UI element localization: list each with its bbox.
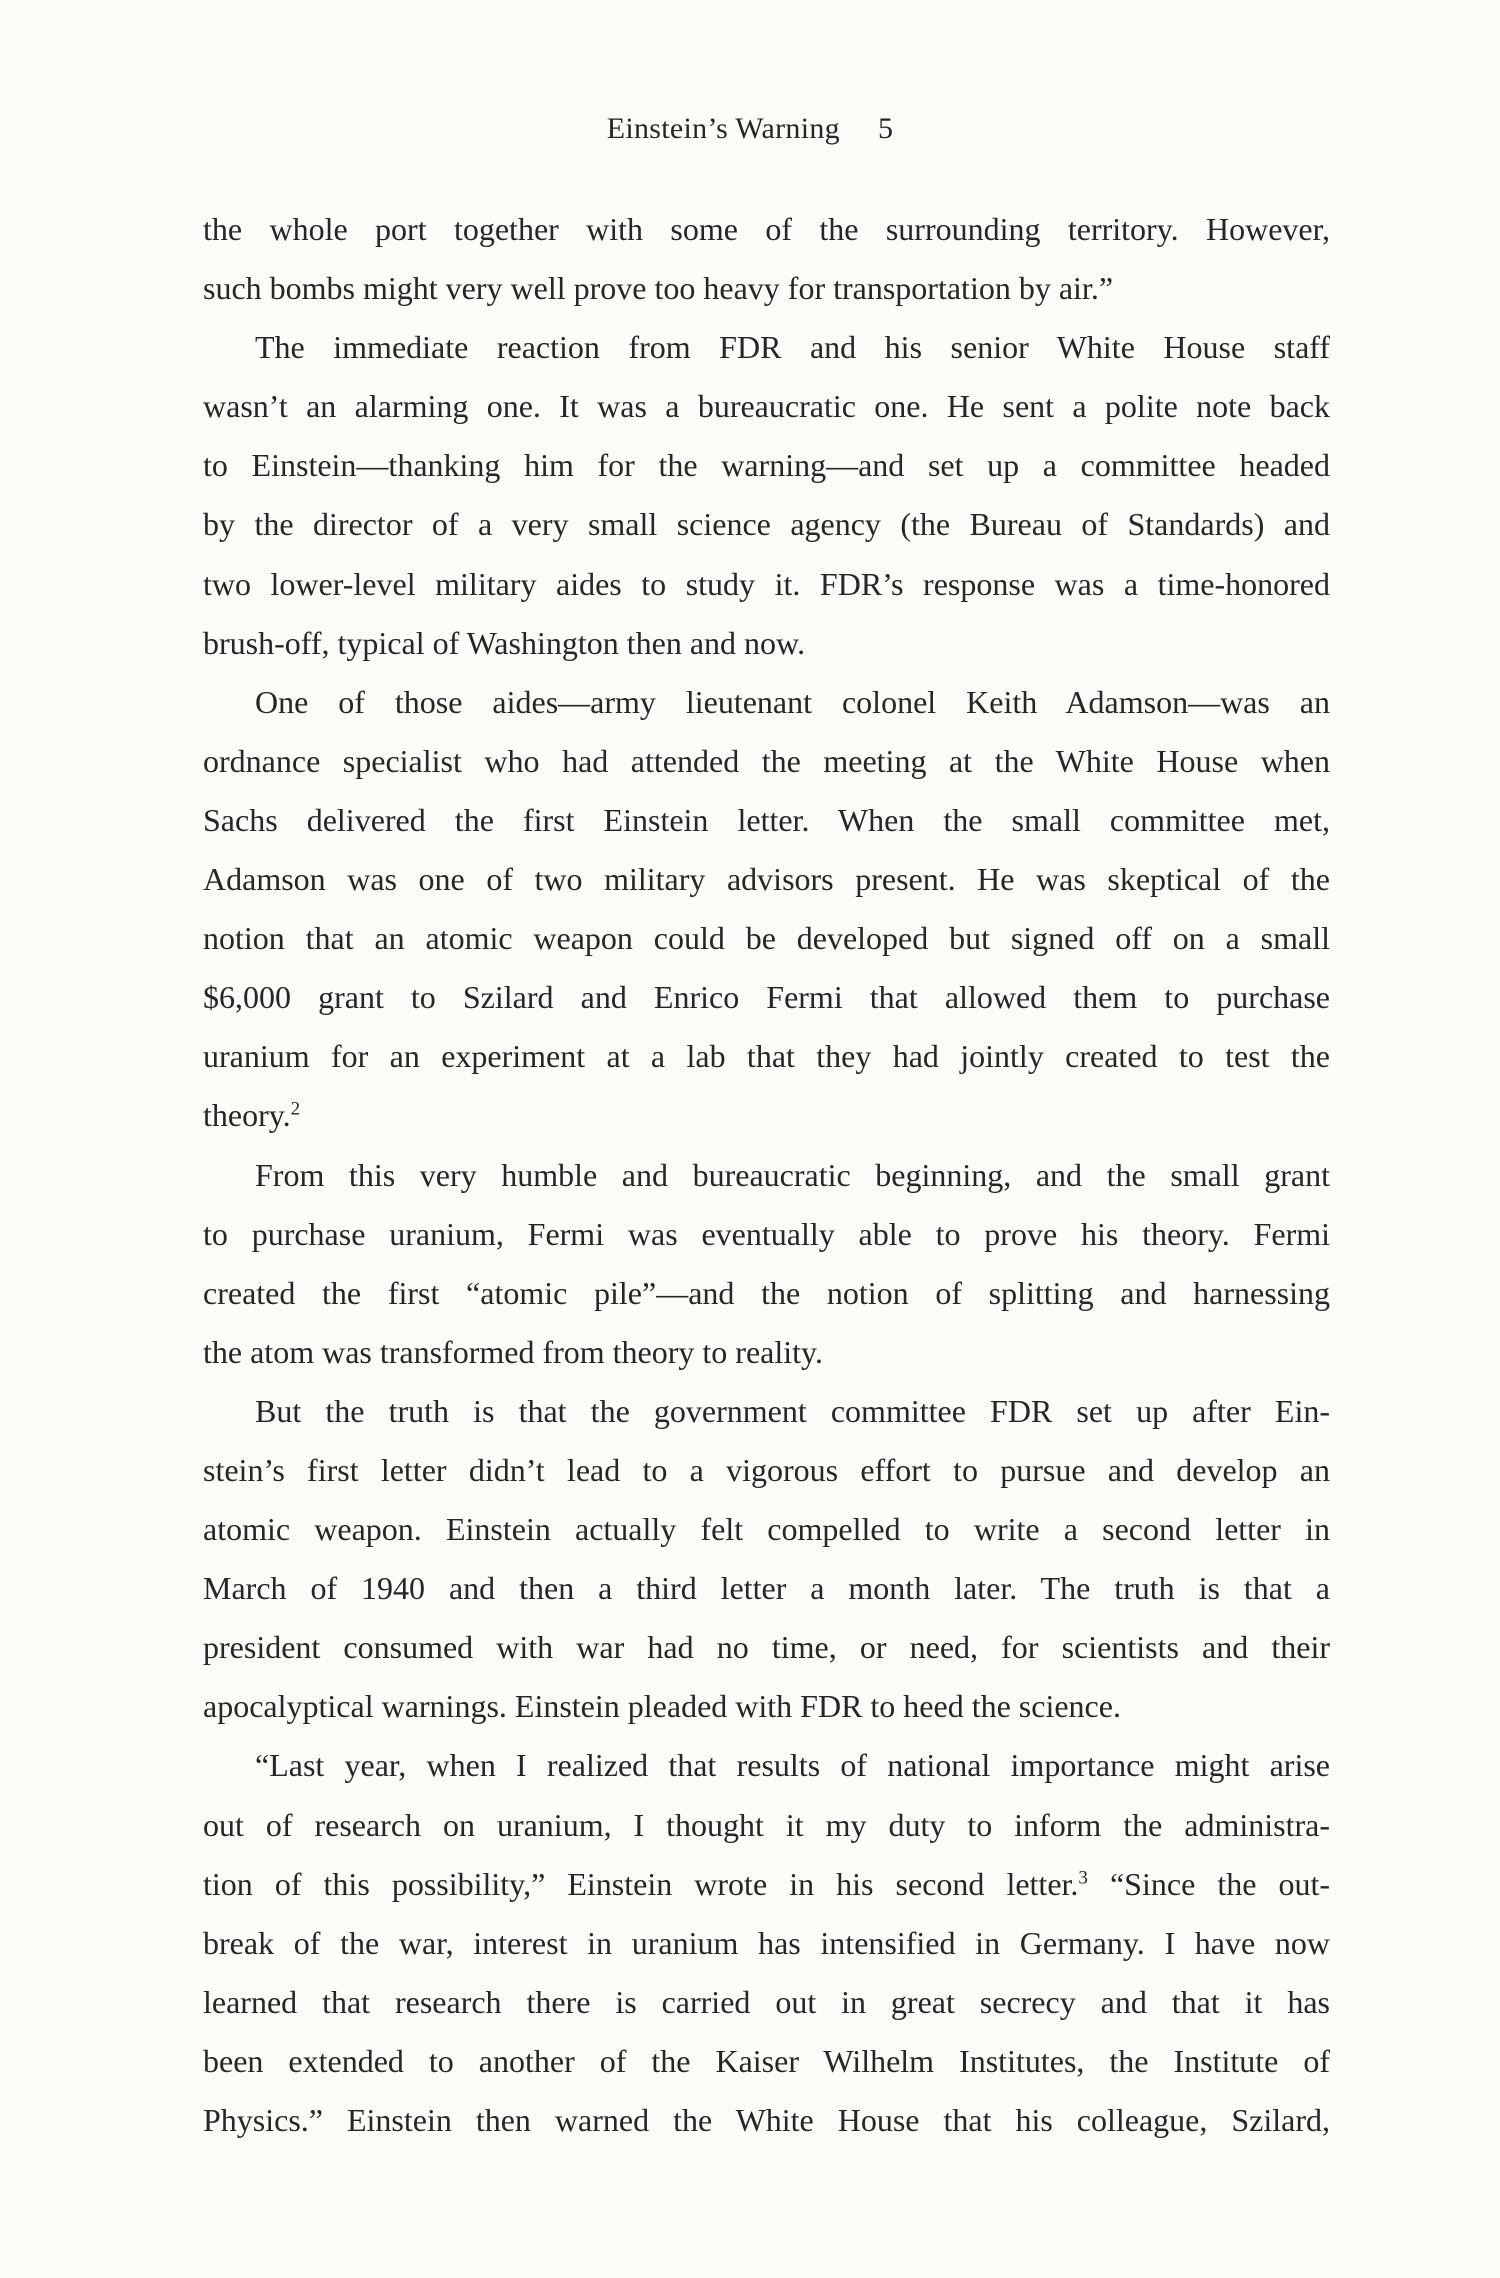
running-head-title: Einstein’s Warning: [606, 112, 840, 145]
line-text: brush-off, typical of Washington then and now.: [203, 624, 806, 661]
line-text: learned that research there is carried out in great secrecy and that it has: [203, 1983, 1330, 2020]
line-text: ordnance specialist who had attended the meeting at the White House when: [203, 742, 1330, 779]
line-text: But the truth is that the government committee FDR set up after Ein-: [255, 1392, 1330, 1429]
paragraph: [203, 1382, 1330, 1737]
text-line: [203, 1559, 1330, 1618]
text-line: [203, 1618, 1330, 1677]
line-text: notion that an atomic weapon could be developed but signed off on a small: [203, 920, 1330, 957]
text-line: [203, 1796, 1330, 1855]
text-line: [203, 318, 1330, 377]
line-text: Sachs delivered the first Einstein letter. When the small committee met,: [203, 801, 1330, 838]
line-text: March of 1940 and then a third letter a month later. The truth is that a: [203, 1570, 1330, 1607]
text-line: [203, 1677, 1330, 1736]
line-text: One of those aides—army lieutenant colonel Keith Adamson—was an: [255, 683, 1330, 720]
line-text: The immediate reaction from FDR and his senior White House staff: [255, 329, 1330, 366]
text-line: [203, 673, 1330, 732]
text-line: [203, 732, 1330, 791]
line-text: the whole port together with some of the surrounding territory. However,: [203, 211, 1330, 247]
text-line: [203, 436, 1330, 495]
line-text: theory.: [203, 1097, 291, 1134]
text-line: [203, 2091, 1330, 2150]
line-text: stein’s first letter didn’t lead to a vigorous effort to pursue and develop an: [203, 1451, 1330, 1488]
paragraph: [203, 1736, 1330, 2150]
text-line: [203, 2032, 1330, 2091]
paragraph: [203, 1146, 1330, 1382]
text-line: [203, 968, 1330, 1027]
text-line: [203, 1264, 1330, 1323]
line-text: out of research on uranium, I thought it my duty to inform the administra-: [203, 1806, 1330, 1843]
text-line: [203, 1205, 1330, 1264]
line-text: tion of this possibility,” Einstein wrote in his second letter.: [203, 1865, 1079, 1902]
running-head: [0, 112, 1500, 146]
text-line: [203, 1914, 1330, 1973]
text-line: [203, 377, 1330, 436]
text-line: [203, 259, 1330, 318]
text-line: [203, 1855, 1330, 1914]
line-text: From this very humble and bureaucratic beginning, and the small grant: [255, 1156, 1330, 1193]
page-number: 5: [877, 112, 894, 145]
line-text: “Since the out-: [1087, 1865, 1330, 1902]
paragraph: [203, 673, 1330, 1146]
line-text: Adamson was one of two military advisors present. He was skeptical of the: [203, 861, 1330, 898]
line-text: such bombs might very well prove too heavy for transportation by air.”: [203, 270, 1114, 307]
line-text: break of the war, interest in uranium has intensified in Germany. I have now: [203, 1924, 1330, 1961]
line-text: president consumed with war had no time, or need, for scientists and their: [203, 1629, 1330, 1666]
text-line: [203, 850, 1330, 909]
text-line: [203, 200, 1330, 259]
text-line: [203, 1086, 1330, 1145]
line-text: $6,000 grant to Szilard and Enrico Fermi that allowed them to purchase: [203, 979, 1330, 1016]
text-line: [203, 1973, 1330, 2032]
text-line: [203, 791, 1330, 850]
line-text: the atom was transformed from theory to reality.: [203, 1333, 823, 1370]
text-line: [203, 1146, 1330, 1205]
footnote-marker: 3: [1078, 1866, 1088, 1888]
text-line: [203, 614, 1330, 673]
line-text: “Last year, when I realized that results of national importance might arise: [255, 1747, 1330, 1784]
text-line: [203, 1500, 1330, 1559]
line-text: Physics.” Einstein then warned the White House that his colleague, Szilard,: [203, 2102, 1330, 2138]
line-text: by the director of a very small science agency (the Bureau of Standards) and: [203, 506, 1330, 543]
text-line: [203, 1027, 1330, 1086]
paragraph: [203, 318, 1330, 673]
text-line: [203, 555, 1330, 614]
text-line: [203, 495, 1330, 554]
text-line: [203, 1736, 1330, 1795]
line-text: wasn’t an alarming one. It was a bureaucratic one. He sent a polite note back: [203, 388, 1330, 425]
line-text: to purchase uranium, Fermi was eventually able to prove his theory. Fermi: [203, 1215, 1330, 1252]
body-text: [203, 200, 1330, 2150]
line-text: uranium for an experiment at a lab that they had jointly created to test the: [203, 1038, 1330, 1075]
footnote-marker: 2: [290, 1098, 301, 1120]
line-text: to Einstein—thanking him for the warning—and set up a committee headed: [203, 447, 1330, 484]
text-line: [203, 909, 1330, 968]
line-text: two lower-level military aides to study it. FDR’s response was a time-honored: [203, 565, 1330, 602]
text-line: [203, 1441, 1330, 1500]
line-text: apocalyptical warnings. Einstein pleaded with FDR to heed the science.: [203, 1688, 1121, 1725]
line-text: been extended to another of the Kaiser Wilhelm Institutes, the Institute of: [203, 2042, 1330, 2079]
paragraph: [203, 200, 1330, 318]
line-text: created the first “atomic pile”—and the notion of splitting and harnessing: [203, 1274, 1330, 1311]
text-line: [203, 1382, 1330, 1441]
text-line: [203, 1323, 1330, 1382]
line-text: atomic weapon. Einstein actually felt compelled to write a second letter in: [203, 1511, 1330, 1548]
